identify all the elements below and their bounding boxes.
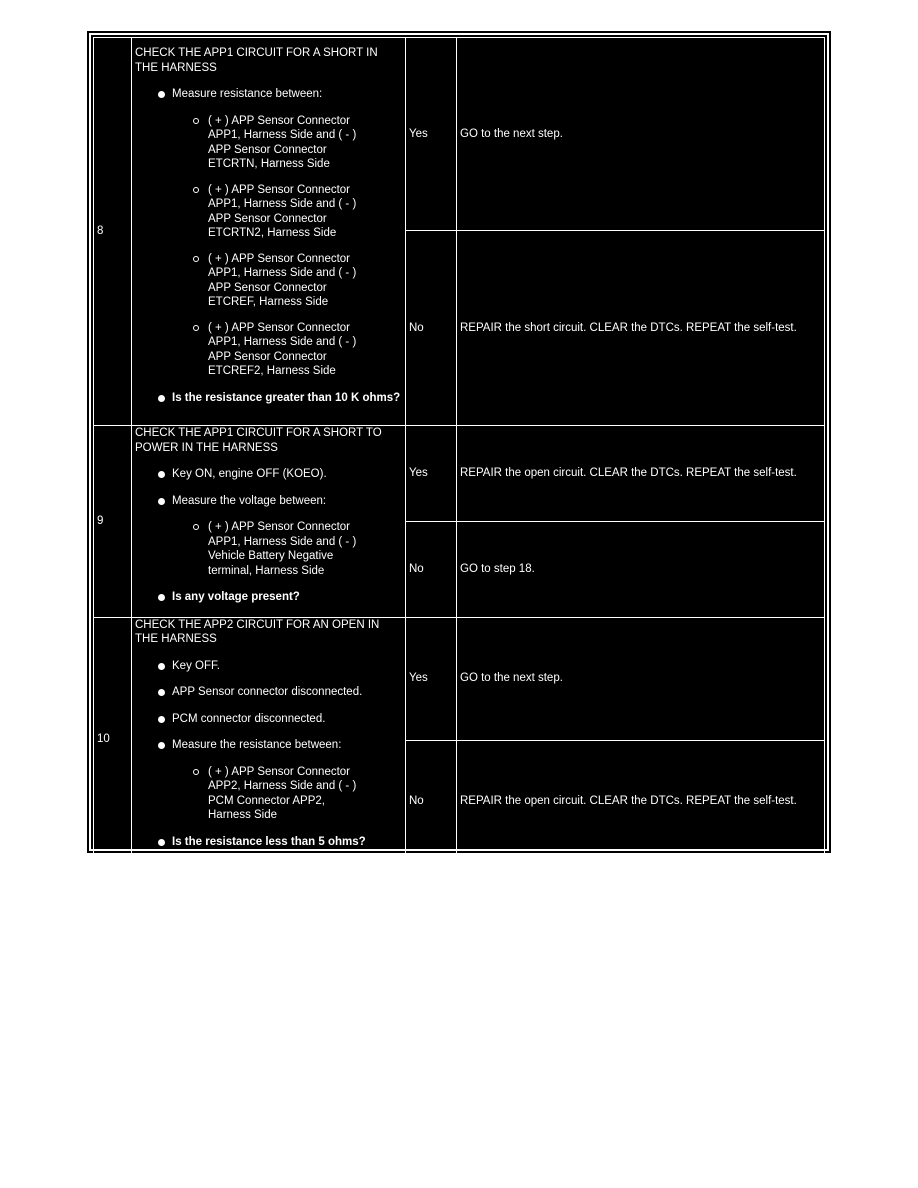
step-number: 9 [94,426,132,618]
answer-yes: Yes [406,38,457,231]
diagnostic-table-frame [89,33,829,851]
sub-item: ( + ) APP Sensor Connector APP2, Harness Side and ( - ) PCM Connector APP2, Harness Side [135,765,368,823]
question: Is the resistance greater than 10 K ohms? [135,391,402,406]
step-8-yes-row [94,38,825,231]
bullet-item: APP Sensor connector disconnected. [135,685,402,700]
step-title: CHECK THE APP2 CIRCUIT FOR AN OPEN IN THE HARNESS [135,618,380,645]
question: Is the resistance less than 5 ohms? [135,835,402,850]
result-yes: REPAIR the open circuit. CLEAR the DTCs. REPEAT the self-test. [457,426,825,522]
sub-item: ( + ) APP Sensor Connector APP1, Harness Side and ( - ) Vehicle Battery Negative terminal, Harness Side [135,520,368,578]
answer-no: No [406,521,457,617]
sub-item: ( + ) APP Sensor Connector APP1, Harness Side and ( - ) APP Sensor Connector ETCREF, Harness Side [135,252,368,310]
bullet-item: Key OFF. [135,659,402,674]
step-title: CHECK THE APP1 CIRCUIT FOR A SHORT IN THE HARNESS [135,47,378,74]
bullet-item: Measure resistance between: ( + ) APP Sensor Connector APP1, Harness Side and ( - ) APP Sensor Connector ETCRTN, Harness Side ( + ) APP Sensor Connector APP1, Harness Side and ( - ) APP Sensor Connector ETCRTN2, Harness Side ( + ) APP Sensor Connector APP1, Harness Side and ( - ) APP Sensor Connector ETCREF, Harness Side ( + ) APP Sensor Connector APP1, Harness Side and ( - ) APP Sensor Connector ETCREF2, Harness Side [135,87,402,379]
result-no: REPAIR the open circuit. CLEAR the DTCs. REPEAT the self-test. [457,740,825,861]
step-10-yes-row [94,617,825,740]
step-action [132,617,406,862]
bullet-item: PCM connector disconnected. [135,712,402,727]
sub-item: ( + ) APP Sensor Connector APP1, Harness Side and ( - ) APP Sensor Connector ETCREF2, Harness Side [135,321,368,379]
step-action [132,38,406,426]
diagnostic-table [93,37,825,862]
result-yes: GO to the next step. [457,38,825,231]
bullet-item: Measure the resistance between: ( + ) APP Sensor Connector APP2, Harness Side and ( - ) PCM Connector APP2, Harness Side [135,738,402,823]
bullet-item: Measure the voltage between: ( + ) APP Sensor Connector APP1, Harness Side and ( - ) Vehicle Battery Negative terminal, Harness Side [135,494,402,579]
answer-yes: Yes [406,426,457,522]
sub-item: ( + ) APP Sensor Connector APP1, Harness Side and ( - ) APP Sensor Connector ETCRTN, Harness Side [135,114,368,172]
result-no: GO to step 18. [457,521,825,617]
sub-item: ( + ) APP Sensor Connector APP1, Harness Side and ( - ) APP Sensor Connector ETCRTN2, Harness Side [135,183,368,241]
answer-yes: Yes [406,617,457,740]
bullet-item: Key ON, engine OFF (KOEO). [135,467,402,482]
result-no: REPAIR the short circuit. CLEAR the DTCs. REPEAT the self-test. [457,231,825,426]
step-number: 8 [94,38,132,426]
result-yes: GO to the next step. [457,617,825,740]
step-number: 10 [94,617,132,862]
step-action [132,426,406,618]
question: Is any voltage present? [135,590,402,605]
answer-no: No [406,740,457,861]
step-9-yes-row [94,426,825,522]
step-title: CHECK THE APP1 CIRCUIT FOR A SHORT TO POWER IN THE HARNESS [135,427,382,454]
answer-no: No [406,231,457,426]
